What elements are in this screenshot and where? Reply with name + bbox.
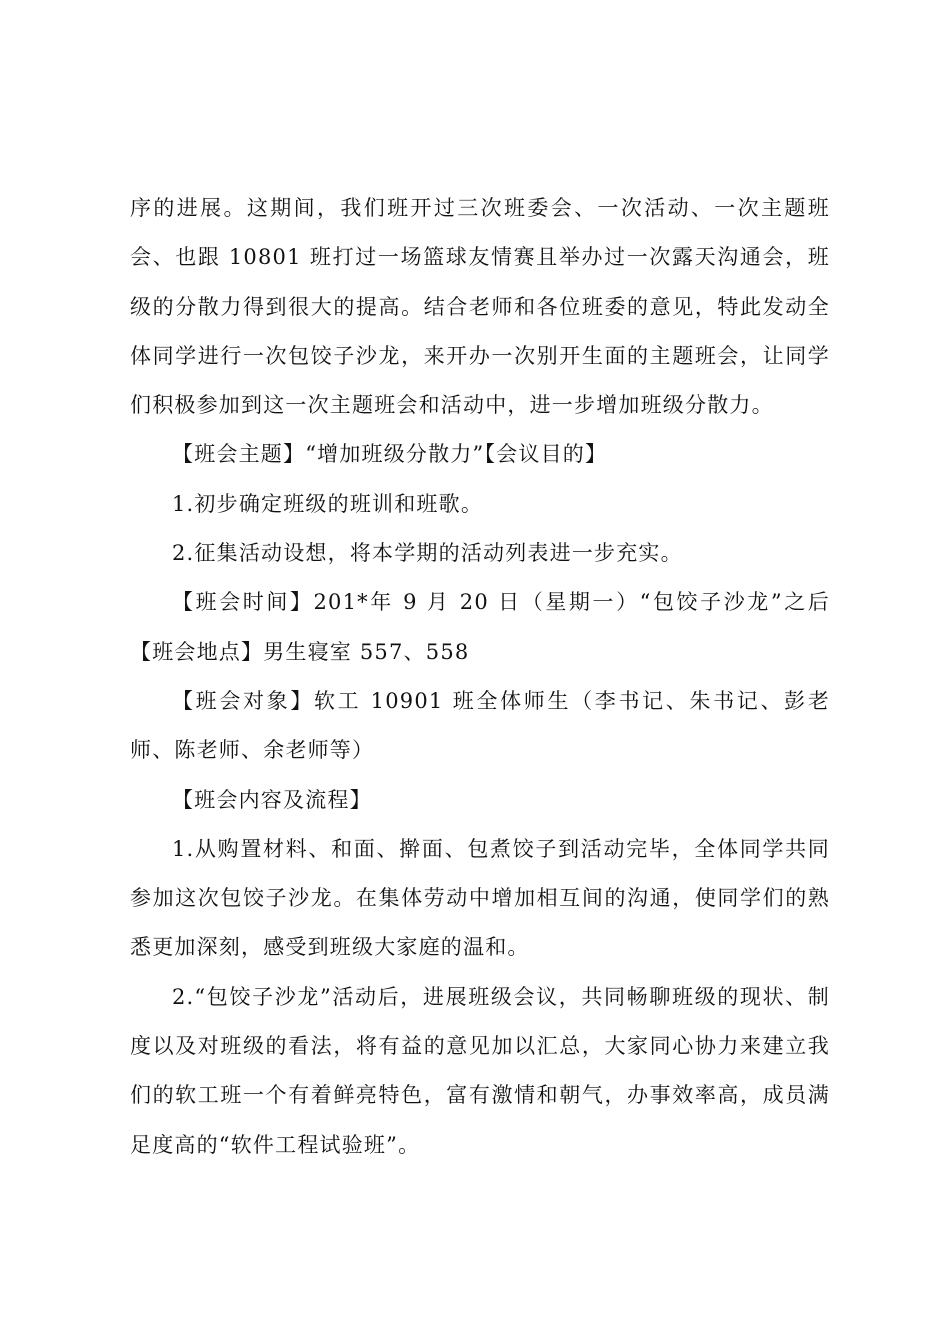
document-body bbox=[130, 184, 830, 1170]
paragraph-purpose-2: 2.征集活动设想，将本学期的活动列表进一步充实。 bbox=[172, 541, 683, 566]
paragraph-meeting-time-place: 【班会时间】201*年 9 月 20 日（星期一）“包饺子沙龙”之后【班会地点】男生寝室 557、558 bbox=[130, 590, 830, 664]
paragraph-content-heading: 【班会内容及流程】 bbox=[172, 787, 372, 812]
paragraph-purpose-1: 1.初步确定班级的班训和班歌。 bbox=[172, 491, 484, 516]
paragraph-meeting-audience: 【班会对象】软工 10901 班全体师生（李书记、朱书记、彭老师、陈老师、余老师等） bbox=[130, 688, 830, 763]
paragraph-process-2: 2.“包饺子沙龙”活动后，进展班级会议，共同畅聊班级的现状、制度以及对班级的看法，将有益的意见加以汇总，大家同心协力来建立我们的软工班一个有着鲜亮特色，富有激情和朝气，办事效率高，成员满足度高的“软件工程试验班”。 bbox=[130, 984, 830, 1157]
paragraph-intro-continuation: 序的进展。这期间，我们班开过三次班委会、一次活动、一次主题班会、也跟 10801 班打过一场篮球友情赛且举办过一次露天沟通会，班级的分散力得到很大的提高。结合老师和各位班委的意见，特此发动全体同学进行一次包饺子沙龙，来开办一次别开生面的主题班会，让同学们积极参加到这一次主题班会和活动中，进一步增加班级分散力。 bbox=[130, 196, 830, 418]
paragraph-process-1: 1.从购置材料、和面、擀面、包煮饺子到活动完毕，全体同学共同参加这次包饺子沙龙。在集体劳动中增加相互间的沟通，使同学们的熟悉更加深刻，感受到班级大家庭的温和。 bbox=[130, 836, 830, 960]
paragraph-meeting-theme: 【班会主题】“增加班级分散力”【会议目的】 bbox=[172, 442, 608, 467]
